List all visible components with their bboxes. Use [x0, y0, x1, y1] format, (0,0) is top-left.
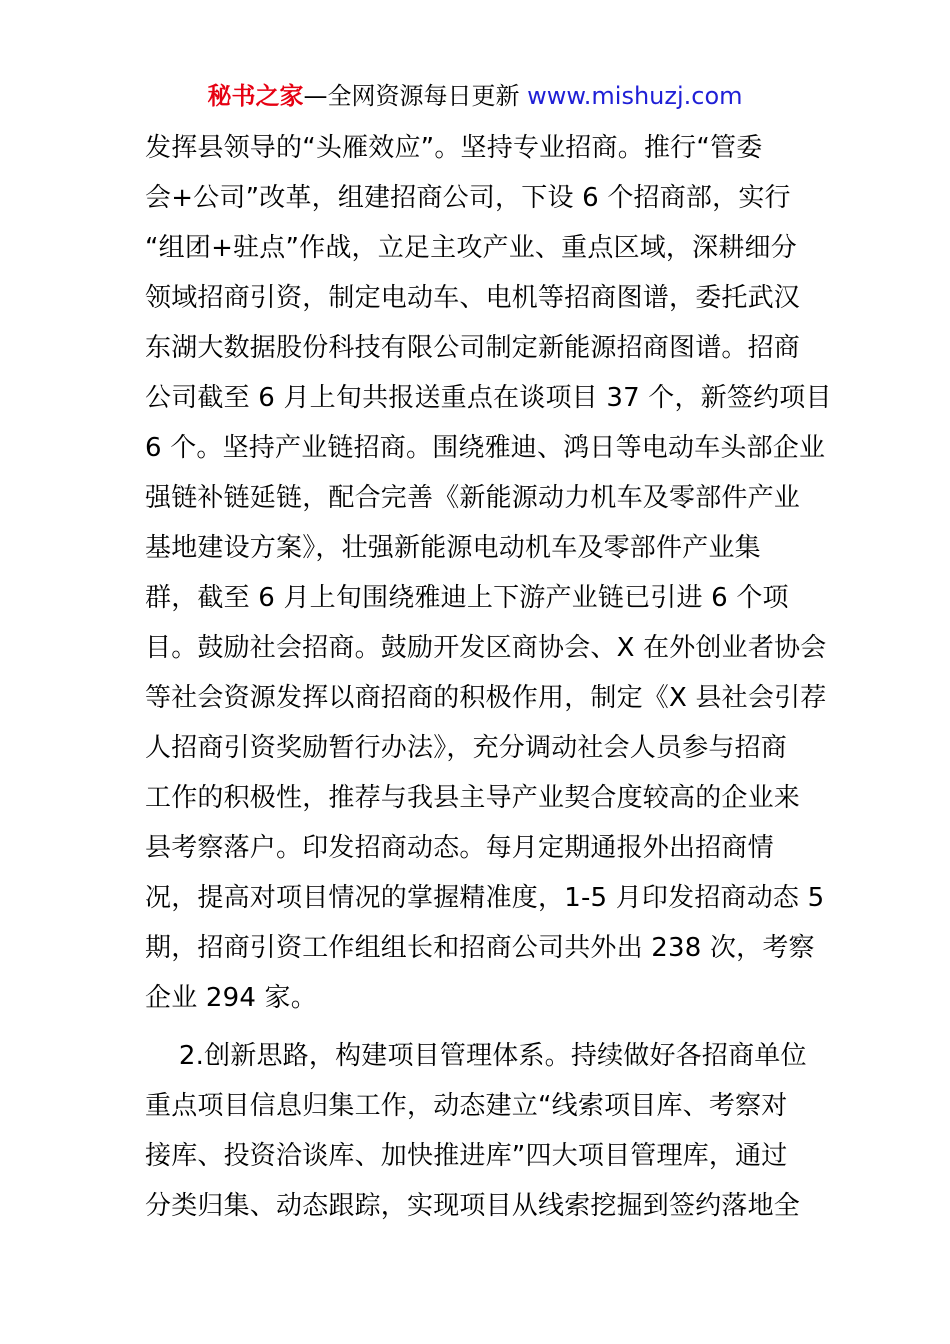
- text-line: 发挥县领导的“头雁效应”。坚持专业招商。推行“管委: [145, 133, 763, 163]
- text-line: 东湖大数据股份科技有限公司制定新能源招商图谱。招商: [145, 333, 801, 363]
- paragraph-1: [145, 123, 832, 1023]
- brand-name: 秘书之家: [207, 82, 304, 110]
- text-line: 等社会资源发挥以商招商的积极作用，制定《X 县社会引荐: [145, 683, 827, 713]
- text-line: 目。鼓励社会招商。鼓励开发区商协会、X 在外创业者协会: [145, 633, 827, 663]
- text-line: 公司截至 6 月上旬共报送重点在谈项目 37 个，新签约项目: [145, 383, 832, 413]
- text-line: 分类归集、动态跟踪，实现项目从线索挖掘到签约落地全: [145, 1191, 801, 1221]
- text-line: 基地建设方案》，壮强新能源电动机车及零部件产业集: [145, 533, 761, 563]
- text-line: 期，招商引资工作组组长和招商公司共外出 238 次，考察: [145, 933, 815, 963]
- website-link[interactable]: www.mishuzj.com: [519, 82, 743, 110]
- text-line: 人招商引资奖励暂行办法》，充分调动社会人员参与招商: [145, 733, 788, 763]
- text-line: 重点项目信息归集工作，动态建立“线索项目库、考察对: [145, 1091, 788, 1121]
- paragraph-2: [145, 1031, 805, 1231]
- text-line: 6 个。坚持产业链招商。围绕雅迪、鸿日等电动车头部企业: [145, 433, 826, 463]
- text-line: 企业 294 家。: [145, 983, 317, 1013]
- text-line: 领域招商引资，制定电动车、电机等招商图谱，委托武汉: [145, 283, 801, 313]
- paragraph-gap: [145, 1023, 805, 1031]
- text-line: 县考察落户。印发招商动态。每月定期通报外出招商情: [145, 833, 774, 863]
- header-tagline: —全网资源每日更新: [303, 82, 520, 110]
- text-line: 强链补链延链，配合完善《新能源动力机车及零部件产业: [145, 483, 801, 513]
- page-header: [0, 80, 950, 112]
- text-line: 会+公司”改革，组建招商公司，下设 6 个招商部，实行: [145, 183, 791, 213]
- text-line: 接库、投资洽谈库、加快推进库”四大项目管理库，通过: [145, 1141, 788, 1171]
- text-line: 2.创新思路，构建项目管理体系。持续做好各招商单位: [145, 1041, 807, 1071]
- text-line: 工作的积极性，推荐与我县主导产业契合度较高的企业来: [145, 783, 801, 813]
- text-line: 群，截至 6 月上旬围绕雅迪上下游产业链已引进 6 个项: [145, 583, 789, 613]
- text-line: “组团+驻点”作战，立足主攻产业、重点区域，深耕细分: [145, 233, 797, 263]
- text-line: 况，提高对项目情况的掌握精准度，1-5 月印发招商动态 5: [145, 883, 825, 913]
- document-body: [145, 123, 832, 1231]
